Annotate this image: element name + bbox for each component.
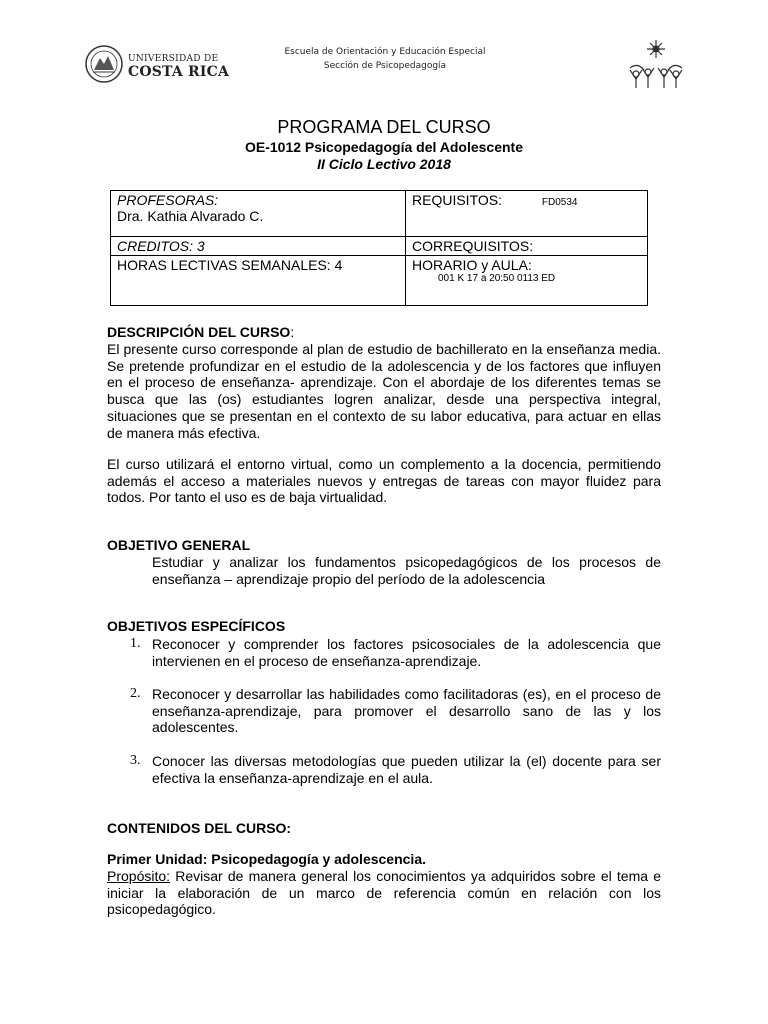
- profesoras-cell: [111, 191, 406, 237]
- university-name-line2: COSTA RICA: [128, 64, 230, 80]
- requisitos-label: REQUISITOS:: [412, 192, 502, 208]
- contenidos-heading: CONTENIDOS DEL CURSO:: [107, 820, 292, 836]
- list-item-number: 2.: [130, 686, 141, 701]
- school-name: Escuela de Orientación y Educación Especial: [284, 47, 486, 57]
- profesoras-value: Dra. Kathia Alvarado C.: [117, 208, 264, 224]
- descripcion-paragraph-2: El curso utilizará el entorno virtual, como un complemento a la docencia, permitiendo además el acceso a materiales nuevos y entregas de tareas con mayor fluidez para todos. Por tanto el uso es de baja virtualidad.: [107, 456, 661, 506]
- objetivo-general-heading: OBJETIVO GENERAL: [107, 537, 251, 553]
- correquisitos-cell: CORREQUISITOS:: [406, 237, 648, 256]
- list-item-text: Reconocer y comprender los factores psicosociales de la adolescencia que intervienen en el proceso de enseñanza-aprendizaje.: [152, 636, 661, 669]
- descripcion-paragraph-1: El presente curso corresponde al plan de estudio de bachillerato en la enseñanza media. Se pretende profundizar en el estudio de la adolescencia y de los factores que influyen en el proceso de enseñanza- aprendizaje. Con el abordaje de los diferentes temas se busca que las (os) estudiantes logren analizar, desde una perspectiva integral, situaciones que se presentan en el contexto de su labor educativa, para actuar en ellas de manera más efectiva.: [107, 341, 661, 441]
- horario-cell: [406, 256, 648, 306]
- horario-label: HORARIO y AULA:: [412, 257, 532, 273]
- objetivos-especificos-heading: OBJETIVOS ESPECÍFICOS: [107, 618, 286, 634]
- list-item-number: 1.: [130, 636, 141, 651]
- proposito-paragraph: [107, 868, 661, 918]
- horas-cell: HORAS LECTIVAS SEMANALES: 4: [111, 256, 406, 306]
- school-logo-icon: [624, 38, 688, 92]
- table-row: [111, 237, 648, 256]
- requisitos-cell: [406, 191, 648, 237]
- school-header: [200, 45, 570, 73]
- creditos-cell: CREDITOS: 3: [111, 237, 406, 256]
- profesoras-label: PROFESORAS:: [117, 192, 219, 208]
- unidad-1-title: Primer Unidad: Psicopedagogía y adolescencia.: [107, 851, 426, 867]
- course-title: OE-1012 Psicopedagogía del Adolescente: [244, 139, 524, 155]
- program-title: PROGRAMA DEL CURSO: [277, 117, 491, 137]
- proposito-text: Revisar de manera general los conocimientos ya adquiridos sobre el tema e iniciar la elaboración de un marco de referencia común en relación con los psicopedagógico.: [107, 868, 661, 918]
- university-seal-icon: [84, 44, 124, 84]
- proposito-label: Propósito:: [107, 868, 171, 884]
- requisitos-value: FD0534: [541, 197, 578, 208]
- list-item-text: Reconocer y desarrollar las habilidades como facilitadoras (es), en el proceso de enseñanza-aprendizaje, para promover el desarrollo sano de las y los adolescentes.: [152, 686, 661, 736]
- course-info-table: [110, 190, 648, 306]
- descripcion-heading-colon: :: [290, 324, 295, 340]
- descripcion-heading: [107, 324, 661, 341]
- list-item-text: Conocer las diversas metodologías que pueden utilizar la (el) docente para ser efectiva la enseñanza-aprendizaje en el aula.: [152, 753, 661, 786]
- cycle-title: II Ciclo Lectivo 2018: [317, 156, 451, 172]
- university-name-line1: UNIVERSIDAD DE: [128, 54, 219, 64]
- table-row: [111, 191, 648, 237]
- university-logo: [84, 44, 230, 88]
- descripcion-heading-text: DESCRIPCIÓN DEL CURSO: [107, 324, 291, 340]
- objetivo-general-text: Estudiar y analizar los fundamentos psicopedagógicos de los procesos de enseñanza – aprendizaje propio del período de la adolescencia: [152, 554, 661, 587]
- list-item-number: 3.: [130, 753, 141, 768]
- section-name: Sección de Psicopedagogía: [323, 61, 447, 71]
- table-row: [111, 256, 648, 306]
- horario-value: 001 K 17 a 20:50 0113 ED: [438, 273, 556, 284]
